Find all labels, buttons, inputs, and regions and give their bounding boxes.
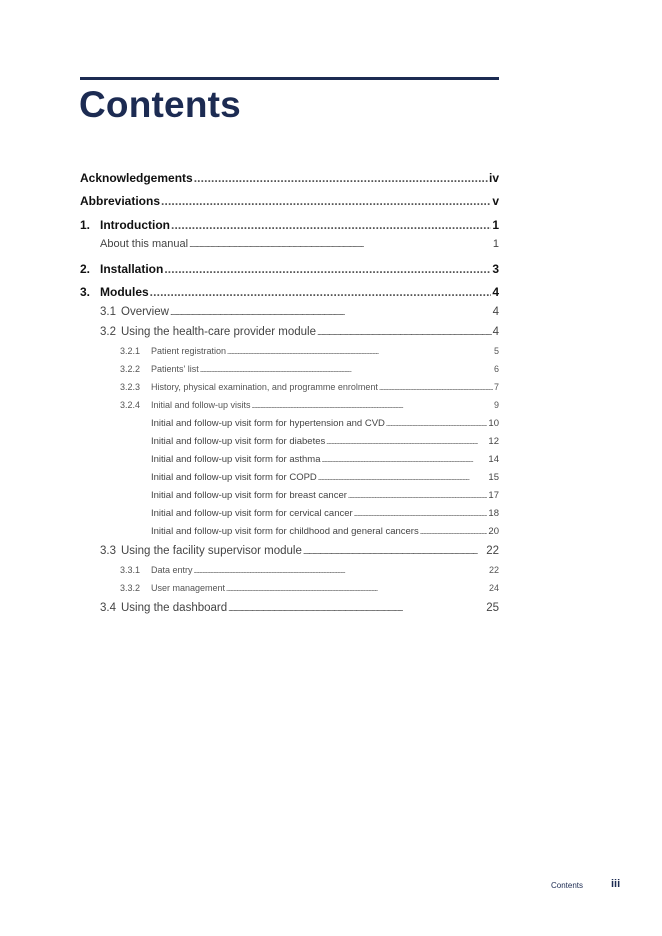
footer-section-label: Contents — [551, 881, 584, 890]
toc-label: Initial and follow-up visit form for asthma — [151, 454, 321, 465]
toc-leader-dots — [189, 240, 492, 249]
toc-entry-data-entry[interactable] — [120, 565, 499, 575]
toc-entry-abbreviations[interactable] — [80, 194, 499, 208]
toc-label: Initial and follow-up visit form for cervical cancer — [151, 508, 353, 519]
toc-entry-user-management[interactable] — [120, 583, 499, 593]
toc-leader-dots — [226, 587, 488, 593]
toc-label: Initial and follow-up visit form for hypertension and CVD — [151, 418, 385, 429]
toc-number: 3.4 — [100, 602, 116, 614]
toc-page-number: 4 — [492, 326, 499, 338]
toc-entry-form-breast-cancer[interactable] — [151, 490, 499, 501]
toc-leader-dots — [150, 285, 492, 299]
toc-label: Initial and follow-up visit form for childhood and general cancers — [151, 526, 419, 537]
toc-leader-dots — [194, 569, 488, 575]
toc-page-number: 9 — [493, 400, 499, 410]
toc-label: Initial and follow-up visit form for breast cancer — [151, 490, 347, 501]
toc-leader-dots — [227, 350, 493, 356]
toc-entry-form-diabetes[interactable] — [151, 436, 499, 447]
toc-label: Using the health-care provider module — [121, 326, 316, 338]
heading-rule — [80, 77, 499, 80]
toc-label: Modules — [100, 285, 149, 299]
toc-number: 3.2 — [100, 326, 116, 338]
toc-page-number: 6 — [493, 364, 499, 374]
toc-label: Acknowledgements — [80, 171, 193, 185]
toc-page-number: 1 — [492, 238, 499, 250]
toc-entry-history-examination[interactable] — [120, 382, 499, 392]
toc-label: User management — [151, 583, 226, 593]
toc-number: 3.2.4 — [120, 400, 141, 410]
toc-page-number: 15 — [488, 472, 499, 483]
toc-entry-initial-follow-up-visits[interactable] — [120, 400, 499, 410]
toc-entry-form-asthma[interactable] — [151, 454, 499, 465]
toc-entry-installation[interactable] — [80, 262, 499, 276]
toc-entry-form-cervical-cancer[interactable] — [151, 508, 499, 519]
toc-number: 2. — [80, 262, 91, 276]
toc-leader-dots — [194, 171, 488, 185]
toc-leader-dots — [170, 308, 492, 317]
toc-label: Using the facility supervisor module — [121, 545, 302, 557]
toc-label: Abbreviations — [80, 194, 161, 208]
toc-label: Data entry — [151, 565, 193, 575]
toc-page-number: 24 — [488, 583, 499, 593]
toc-entry-about-this-manual[interactable] — [100, 238, 499, 250]
toc-page-number: iv — [488, 171, 499, 185]
toc-label: Installation — [100, 262, 164, 276]
toc-number: 3.3.2 — [120, 583, 141, 593]
toc-page-number: 17 — [488, 490, 499, 501]
toc-entry-patients-list[interactable] — [120, 364, 499, 374]
toc-page-number: v — [492, 194, 499, 208]
toc-page-number: 18 — [488, 508, 499, 519]
toc-entry-modules[interactable] — [80, 285, 499, 299]
toc-leader-dots — [348, 494, 488, 500]
toc-label: Initial and follow-up visit form for diabetes — [151, 436, 326, 447]
toc-label: About this manual — [100, 238, 189, 250]
toc-leader-dots — [386, 422, 488, 428]
toc-page-number: 22 — [486, 545, 499, 557]
toc-label: Initial and follow-up visit form for COPD — [151, 472, 317, 483]
toc-entry-dashboard[interactable] — [100, 602, 499, 614]
toc-leader-dots — [326, 440, 487, 446]
toc-label: Patients' list — [151, 364, 199, 374]
toc-leader-dots — [200, 368, 493, 374]
page-title: Contents — [79, 84, 241, 125]
toc-leader-dots — [303, 547, 485, 556]
toc-entry-facility-supervisor-module[interactable] — [100, 545, 499, 557]
toc-leader-dots — [318, 476, 488, 482]
toc-leader-dots — [161, 194, 491, 208]
toc-page-number: 25 — [486, 602, 499, 614]
toc-page-number: 10 — [488, 418, 499, 429]
toc-page-number: 22 — [488, 565, 499, 575]
toc-entry-acknowledgements[interactable] — [80, 171, 499, 185]
toc-number: 3.2.1 — [120, 346, 141, 356]
toc-number: 3. — [80, 285, 91, 299]
toc-leader-dots — [164, 262, 491, 276]
toc-page-number: 3 — [492, 262, 499, 276]
toc-number: 3.1 — [100, 306, 116, 318]
toc-entry-health-care-provider-module[interactable] — [100, 326, 499, 338]
toc-label: Introduction — [100, 218, 170, 232]
toc-label: Initial and follow-up visits — [151, 400, 251, 410]
toc-number: 3.3.1 — [120, 565, 141, 575]
toc-page-number: 4 — [492, 285, 499, 299]
toc-leader-dots — [228, 604, 485, 613]
toc-leader-dots — [354, 512, 488, 518]
toc-label: Patient registration — [151, 346, 227, 356]
toc-label: Using the dashboard — [121, 602, 228, 614]
toc-leader-dots — [317, 328, 492, 337]
toc-entry-form-hypertension-cvd[interactable] — [151, 418, 499, 429]
toc-page-number: 5 — [493, 346, 499, 356]
toc-number: 3.2.3 — [120, 382, 141, 392]
toc-number: 1. — [80, 218, 91, 232]
toc-entry-overview[interactable] — [100, 306, 499, 318]
footer-page-number: iii — [611, 878, 621, 890]
toc-entry-patient-registration[interactable] — [120, 346, 499, 356]
toc-page-number: 12 — [488, 436, 499, 447]
toc-entry-form-copd[interactable] — [151, 472, 499, 483]
toc-page-number: 7 — [493, 382, 499, 392]
toc-page-number: 14 — [488, 454, 499, 465]
toc-leader-dots — [321, 458, 487, 464]
toc-label: Overview — [121, 306, 169, 318]
toc-leader-dots — [379, 386, 493, 392]
toc-leader-dots — [420, 530, 488, 536]
toc-leader-dots — [171, 218, 491, 232]
toc-page-number: 4 — [492, 306, 499, 318]
toc-page-number: 20 — [488, 526, 499, 537]
toc-entry-form-childhood-general-cancers[interactable] — [151, 526, 499, 537]
toc-page-number: 1 — [492, 218, 499, 232]
toc-label: History, physical examination, and programme enrolment — [151, 382, 378, 392]
toc-number: 3.3 — [100, 545, 116, 557]
toc-leader-dots — [252, 404, 493, 410]
toc-number: 3.2.2 — [120, 364, 141, 374]
toc-entry-introduction[interactable] — [80, 218, 499, 232]
